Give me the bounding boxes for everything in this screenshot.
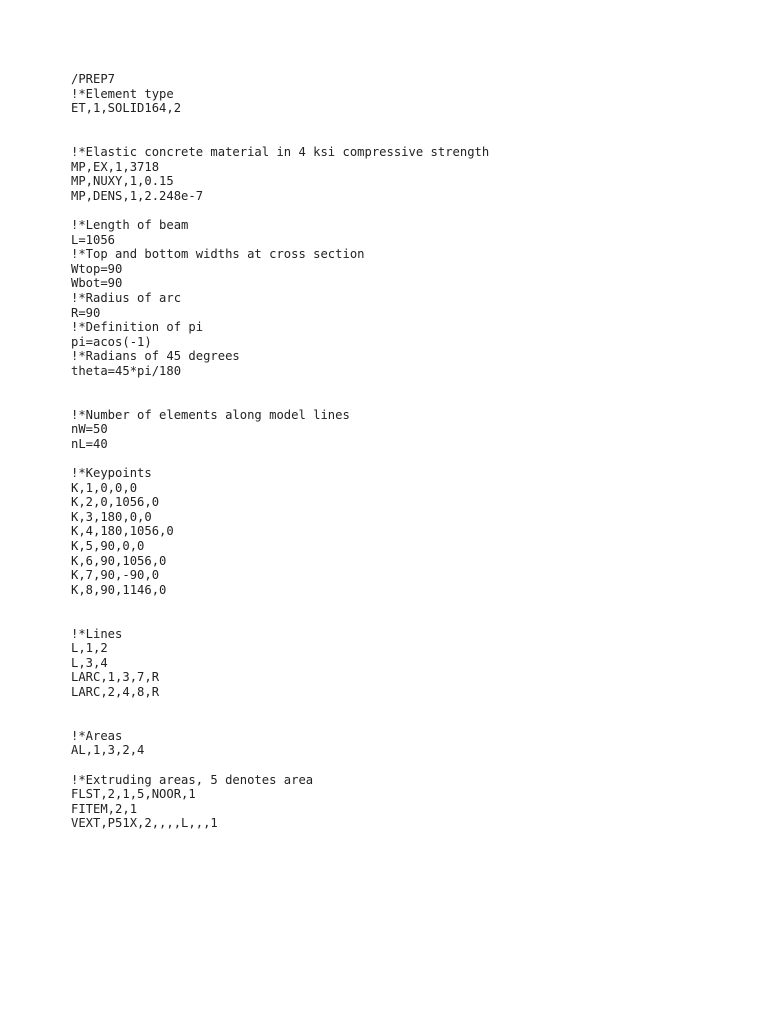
blank-line	[71, 116, 731, 131]
command-line: Wtop=90	[71, 261, 123, 276]
blank-line	[71, 714, 731, 729]
blank-line	[71, 758, 731, 773]
command-line: K,7,90,-90,0	[71, 568, 160, 583]
command-line: K,4,180,1056,0	[71, 524, 174, 539]
command-line: K,6,90,1056,0	[71, 553, 167, 568]
comment-line: !*Definition of pi	[71, 320, 204, 335]
comment-line: !*Elastic concrete material in 4 ksi compressive strength	[71, 144, 490, 159]
blank-line	[71, 700, 731, 715]
command-line: K,2,0,1056,0	[71, 495, 160, 510]
command-line: R=90	[71, 305, 101, 320]
command-line: K,1,0,0,0	[71, 480, 138, 495]
command-line: nW=50	[71, 422, 108, 437]
blank-line	[71, 378, 731, 393]
blank-line	[71, 393, 731, 408]
command-line: VEXT,P51X,2,,,,L,,,1	[71, 816, 218, 831]
comment-line: !*Radians of 45 degrees	[71, 349, 240, 364]
command-line: ET,1,SOLID164,2	[71, 101, 182, 116]
command-line: MP,DENS,1,2.248e-7	[71, 188, 204, 203]
comment-line: !*Element type	[71, 86, 174, 101]
command-line: theta=45*pi/180	[71, 363, 182, 378]
blank-line	[71, 612, 731, 627]
command-line: L=1056	[71, 232, 116, 247]
comment-line: !*Lines	[71, 626, 123, 641]
comment-line: !*Top and bottom widths at cross section	[71, 247, 365, 262]
command-line: K,8,90,1146,0	[71, 582, 167, 597]
blank-line	[71, 130, 731, 145]
blank-line	[71, 597, 731, 612]
command-line: K,5,90,0,0	[71, 539, 145, 553]
blank-line	[71, 451, 731, 466]
command-line: pi=acos(-1)	[71, 334, 152, 349]
command-line: /PREP7	[71, 72, 116, 86]
comment-line: !*Radius of arc	[71, 290, 182, 305]
command-line: AL,1,3,2,4	[71, 743, 145, 758]
command-line: MP,NUXY,1,0.15	[71, 174, 174, 189]
command-line: FLST,2,1,5,NOOR,1	[71, 787, 196, 802]
command-line: LARC,1,3,7,R	[71, 670, 160, 685]
blank-line	[71, 203, 731, 218]
comment-line: !*Number of elements along model lines	[71, 407, 350, 422]
script-document	[71, 72, 731, 831]
comment-line: !*Keypoints	[71, 466, 152, 481]
command-line: L,3,4	[71, 655, 108, 670]
command-line: LARC,2,4,8,R	[71, 684, 160, 699]
command-line: nL=40	[71, 436, 108, 451]
command-line: K,3,180,0,0	[71, 509, 152, 524]
comment-line: !*Areas	[71, 728, 123, 743]
command-line: FITEM,2,1	[71, 801, 138, 816]
comment-line: !*Length of beam	[71, 217, 189, 232]
command-line: MP,EX,1,3718	[71, 159, 160, 174]
comment-line: !*Extruding areas, 5 denotes area	[71, 772, 314, 787]
command-line: Wbot=90	[71, 276, 123, 291]
command-line: L,1,2	[71, 641, 108, 656]
